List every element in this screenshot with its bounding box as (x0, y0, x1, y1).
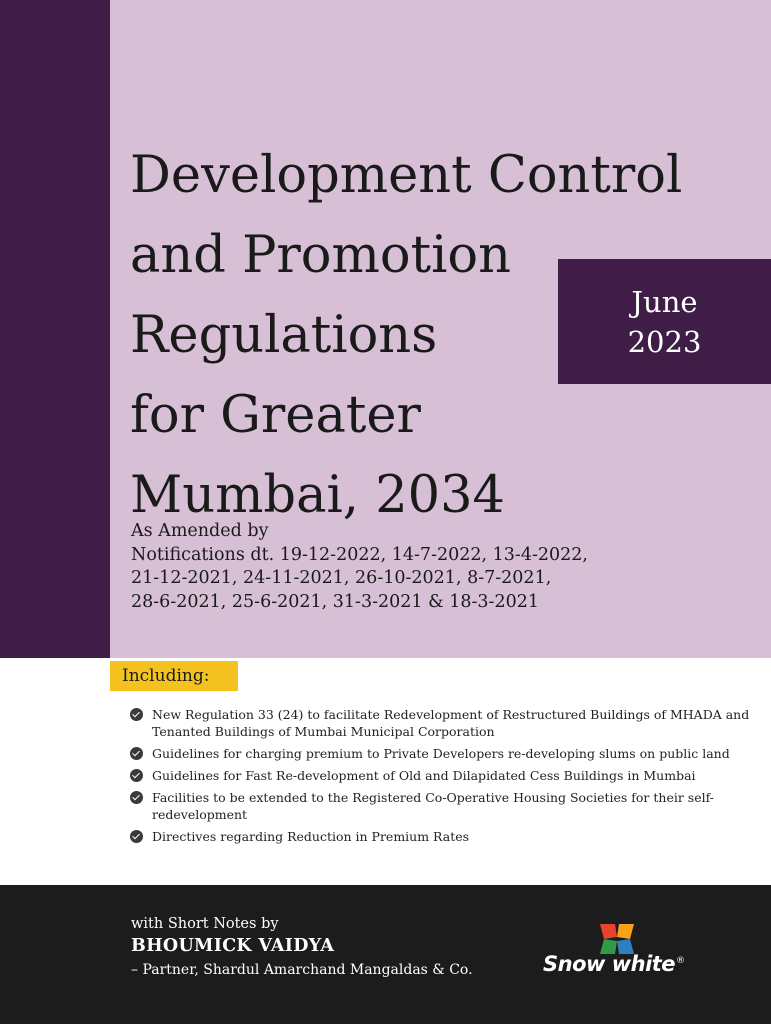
list-item-text: Guidelines for charging premium to Private Developers re-developing slums on public land (152, 746, 730, 761)
list-item (130, 706, 750, 740)
list-item-text: Guidelines for Fast Re-development of Old and Dilapidated Cess Buildings in Mumbai (152, 768, 696, 783)
list-item-text: Facilities to be extended to the Registered Co-Operative Housing Societies for their self-redevelopment (152, 790, 715, 822)
author-affiliation: – Partner, Shardul Amarchand Mangaldas & Co. (131, 962, 473, 978)
title-line: Mumbai, 2034 (130, 466, 506, 525)
title-line: for Greater (130, 386, 421, 445)
amended-line: Notifications dt. 19-12-2022, 14-7-2022, 13-4-2022, (131, 544, 588, 565)
notes-by-label: with Short Notes by (131, 916, 279, 932)
amended-line: 21-12-2021, 24-11-2021, 26-10-2021, 8-7-2021, (131, 568, 552, 588)
snow-white-logo-icon (600, 924, 634, 954)
publisher-logo-text (543, 952, 685, 976)
registered-mark: ® (676, 956, 685, 966)
amended-lead: As Amended by (131, 521, 269, 541)
list-item (130, 745, 750, 762)
author-name: BHOUMICK VAIDYA (131, 936, 335, 956)
list-item (130, 767, 750, 784)
cover-spine-bar (0, 0, 110, 658)
list-item-text: Directives regarding Reduction in Premium Rates (152, 829, 470, 844)
title-line: and Promotion (130, 226, 511, 285)
including-label: Including: (110, 661, 238, 691)
check-circle-icon (130, 708, 143, 721)
amendment-notice (131, 520, 588, 614)
list-item (130, 828, 750, 845)
check-circle-icon (130, 791, 143, 804)
list-item (130, 789, 750, 823)
publisher-name: Snow white (543, 952, 676, 976)
check-circle-icon (130, 769, 143, 782)
title-line: Development Control (130, 146, 683, 205)
amended-line: 28-6-2021, 25-6-2021, 31-3-2021 & 18-3-2021 (131, 591, 540, 612)
list-item-text: New Regulation 33 (24) to facilitate Redevelopment of Restructured Buildings of MHADA and Tenanted Buildings of Mumbai Municipal Corporation (152, 707, 750, 739)
edition-month: June (631, 284, 698, 319)
title-line: Regulations (130, 306, 438, 365)
edition-year: 2023 (627, 324, 702, 359)
including-list (130, 706, 750, 850)
edition-date-box (558, 259, 771, 384)
check-circle-icon (130, 830, 143, 843)
check-circle-icon (130, 747, 143, 760)
